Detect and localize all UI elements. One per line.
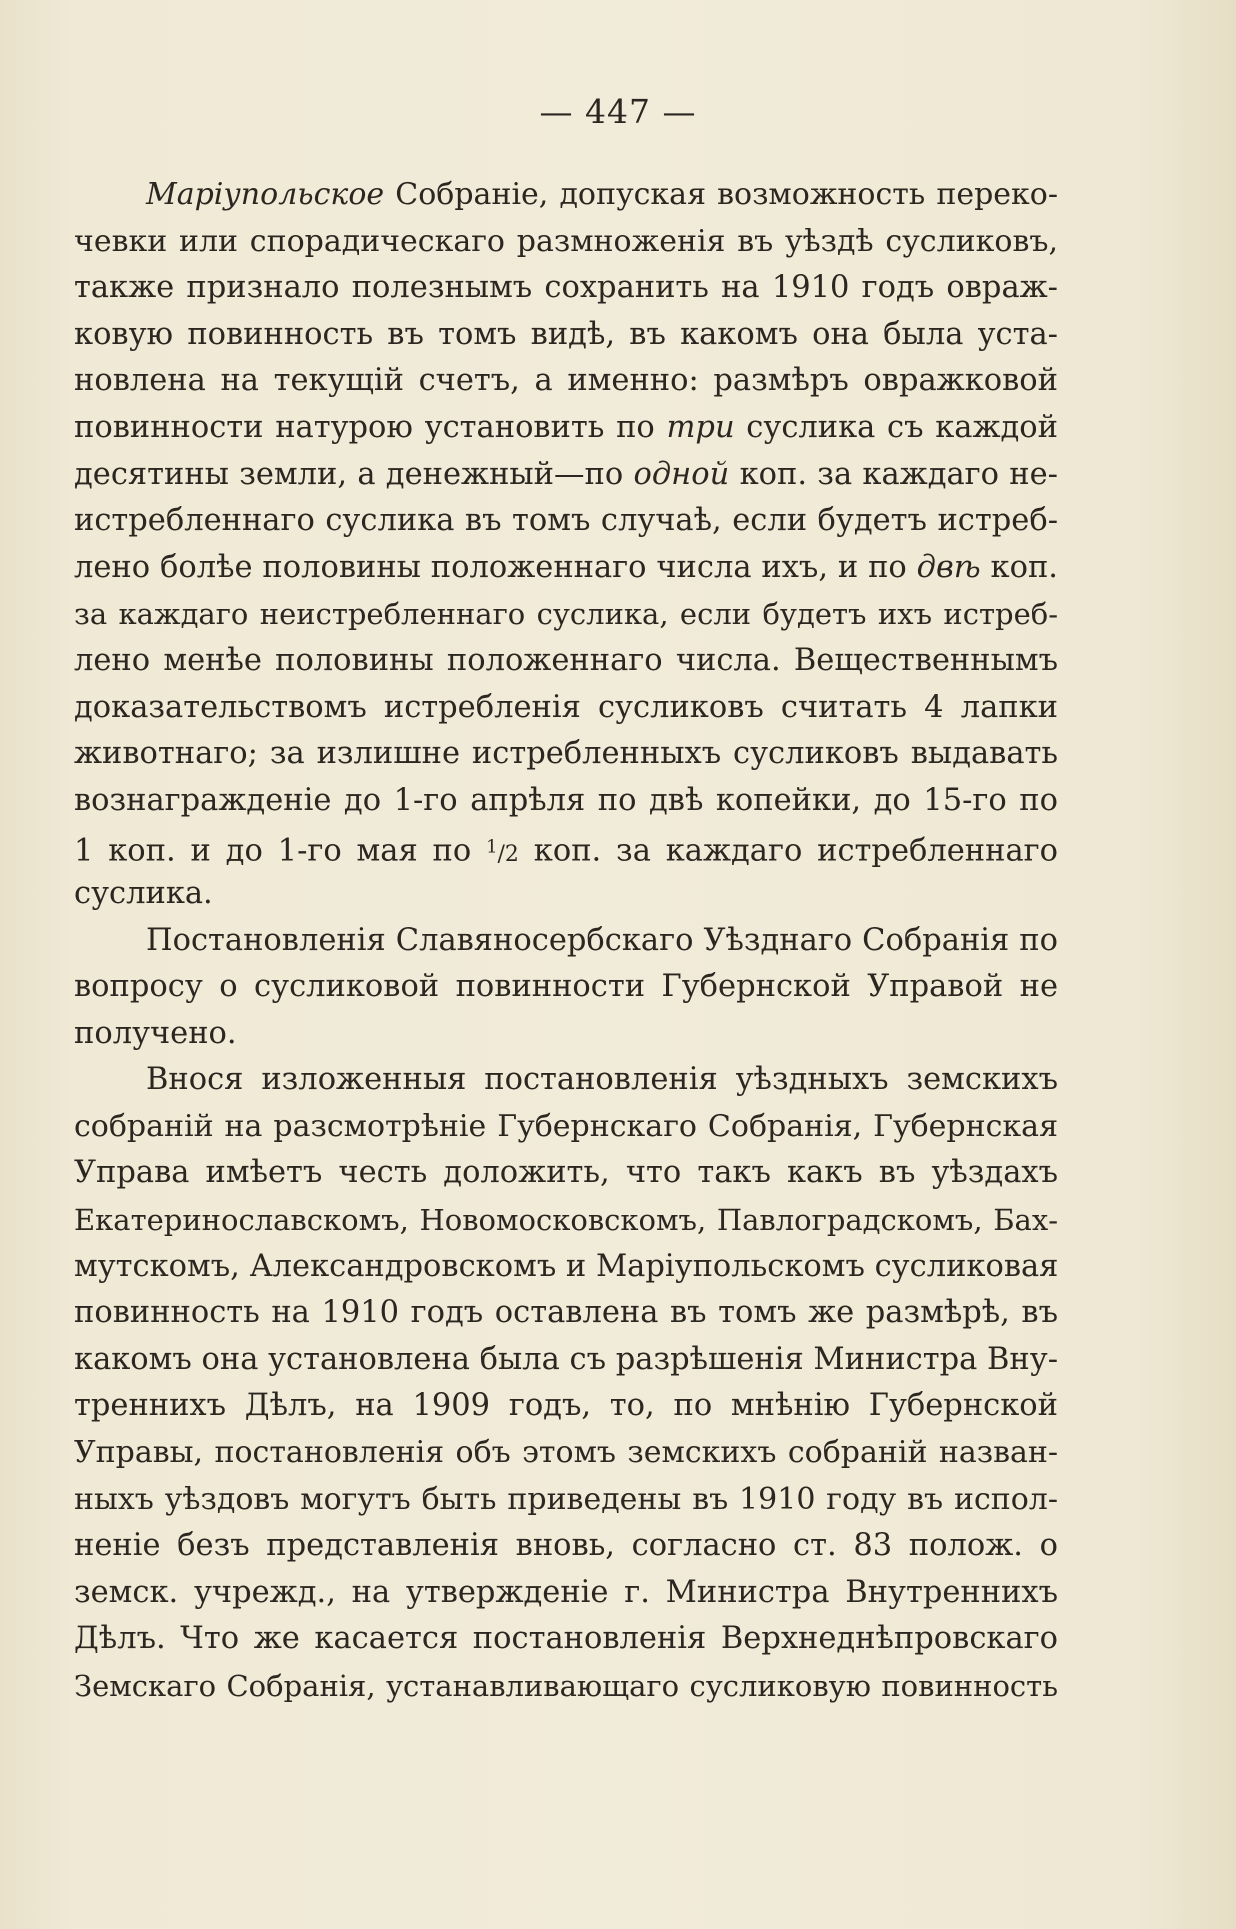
text-line: получено. <box>74 1015 237 1051</box>
text-line: также признало полезнымъ сохранить на 1910 годъ овраж- <box>74 270 1058 306</box>
text-line: 1 коп. и до 1-го мая по $^1$/2 коп. за каждаго истребленнаго <box>74 833 1058 869</box>
text-line: доказательствомъ истребленія сусликовъ считать 4 лапки <box>74 689 1058 725</box>
text-line: лено менѣе половины положеннаго числа. Вещественнымъ <box>74 642 1058 678</box>
text-line: повинности натурою установить по три суслика съ каждой <box>74 409 1058 445</box>
text-line: собраній на разсмотрѣніе Губернскаго Собранія, Губернская <box>74 1108 1058 1144</box>
paragraph-2 <box>74 918 1058 1058</box>
text-line: Внося изложенныя постановленія уѣздныхъ земскихъ <box>146 1062 1058 1098</box>
text-line: суслика. <box>74 875 213 911</box>
text-line: Земскаго Собранія, устанавливающаго сусликовую повинность <box>74 1669 1058 1703</box>
text-line: чевки или спорадическаго размноженія въ уѣздѣ сусликовъ, <box>74 223 1058 259</box>
text-line: ковую повинность въ томъ видѣ, въ какомъ она была уста- <box>74 316 1058 352</box>
text-line: повинность на 1910 годъ оставлена въ томъ же размѣрѣ, въ <box>74 1295 1058 1331</box>
paragraph-1 <box>74 172 1058 918</box>
text-line: ныхъ уѣздовъ могутъ быть приведены въ 1910 году въ испол- <box>74 1481 1058 1517</box>
text-line: Постановленія Славяносербскаго Уѣзднаго Собранія по <box>146 922 1058 958</box>
text-line: животнаго; за излишне истребленныхъ сусликовъ выдавать <box>74 736 1058 772</box>
text-line: истребленнаго суслика въ томъ случаѣ, если будетъ истреб- <box>74 503 1058 539</box>
text-line: вопросу о сусликовой повинности Губернской Управой не <box>74 969 1058 1005</box>
text-line: вознагражденіе до 1-го апрѣля по двѣ копейки, до 15-го по <box>74 782 1058 818</box>
body-text <box>74 172 1058 1710</box>
text-line: какомъ она установлена была съ разрѣшенія Министра Вну- <box>74 1341 1058 1377</box>
text-line: неніе безъ представленія вновь, согласно ст. 83 полож. о <box>74 1528 1058 1564</box>
text-line: Маріупольское Собраніе, допуская возможность переко- <box>146 177 1058 212</box>
text-line: Управа имѣетъ честь доложить, что такъ какъ въ уѣздахъ <box>74 1155 1058 1191</box>
fraction: $^1$/2 <box>486 836 519 867</box>
text-line: Екатеринославскомъ, Новомосковскомъ, Павлоградскомъ, Бах- <box>74 1203 1058 1238</box>
text-line: мутскомъ, Александровскомъ и Маріупольскомъ сусликовая <box>74 1248 1059 1284</box>
text-line: треннихъ Дѣлъ, на 1909 годъ, то, по мнѣнію Губернской <box>74 1388 1058 1424</box>
text-line: Управы, постановленія объ этомъ земскихъ собраній назван- <box>74 1435 1058 1471</box>
text-line: новлена на текущій счетъ, а именно: размѣръ овражковой <box>74 363 1058 399</box>
text-line: Дѣлъ. Что же касается постановленія Верхнеднѣпровскаго <box>74 1621 1058 1657</box>
text-line: за каждаго неистребленнаго суслика, если будетъ ихъ истреб- <box>74 597 1058 632</box>
text-line: лено болѣе половины положеннаго числа ихъ, и по двѣ коп. <box>74 549 1058 585</box>
paragraph-3 <box>74 1057 1058 1709</box>
text-line: десятины земли, а денежный—по одной коп. за каждаго не- <box>74 456 1058 492</box>
text-line: земск. учрежд., на утвержденіе г. Министра Внутреннихъ <box>74 1574 1058 1610</box>
page-number: — 447 — <box>539 92 697 131</box>
